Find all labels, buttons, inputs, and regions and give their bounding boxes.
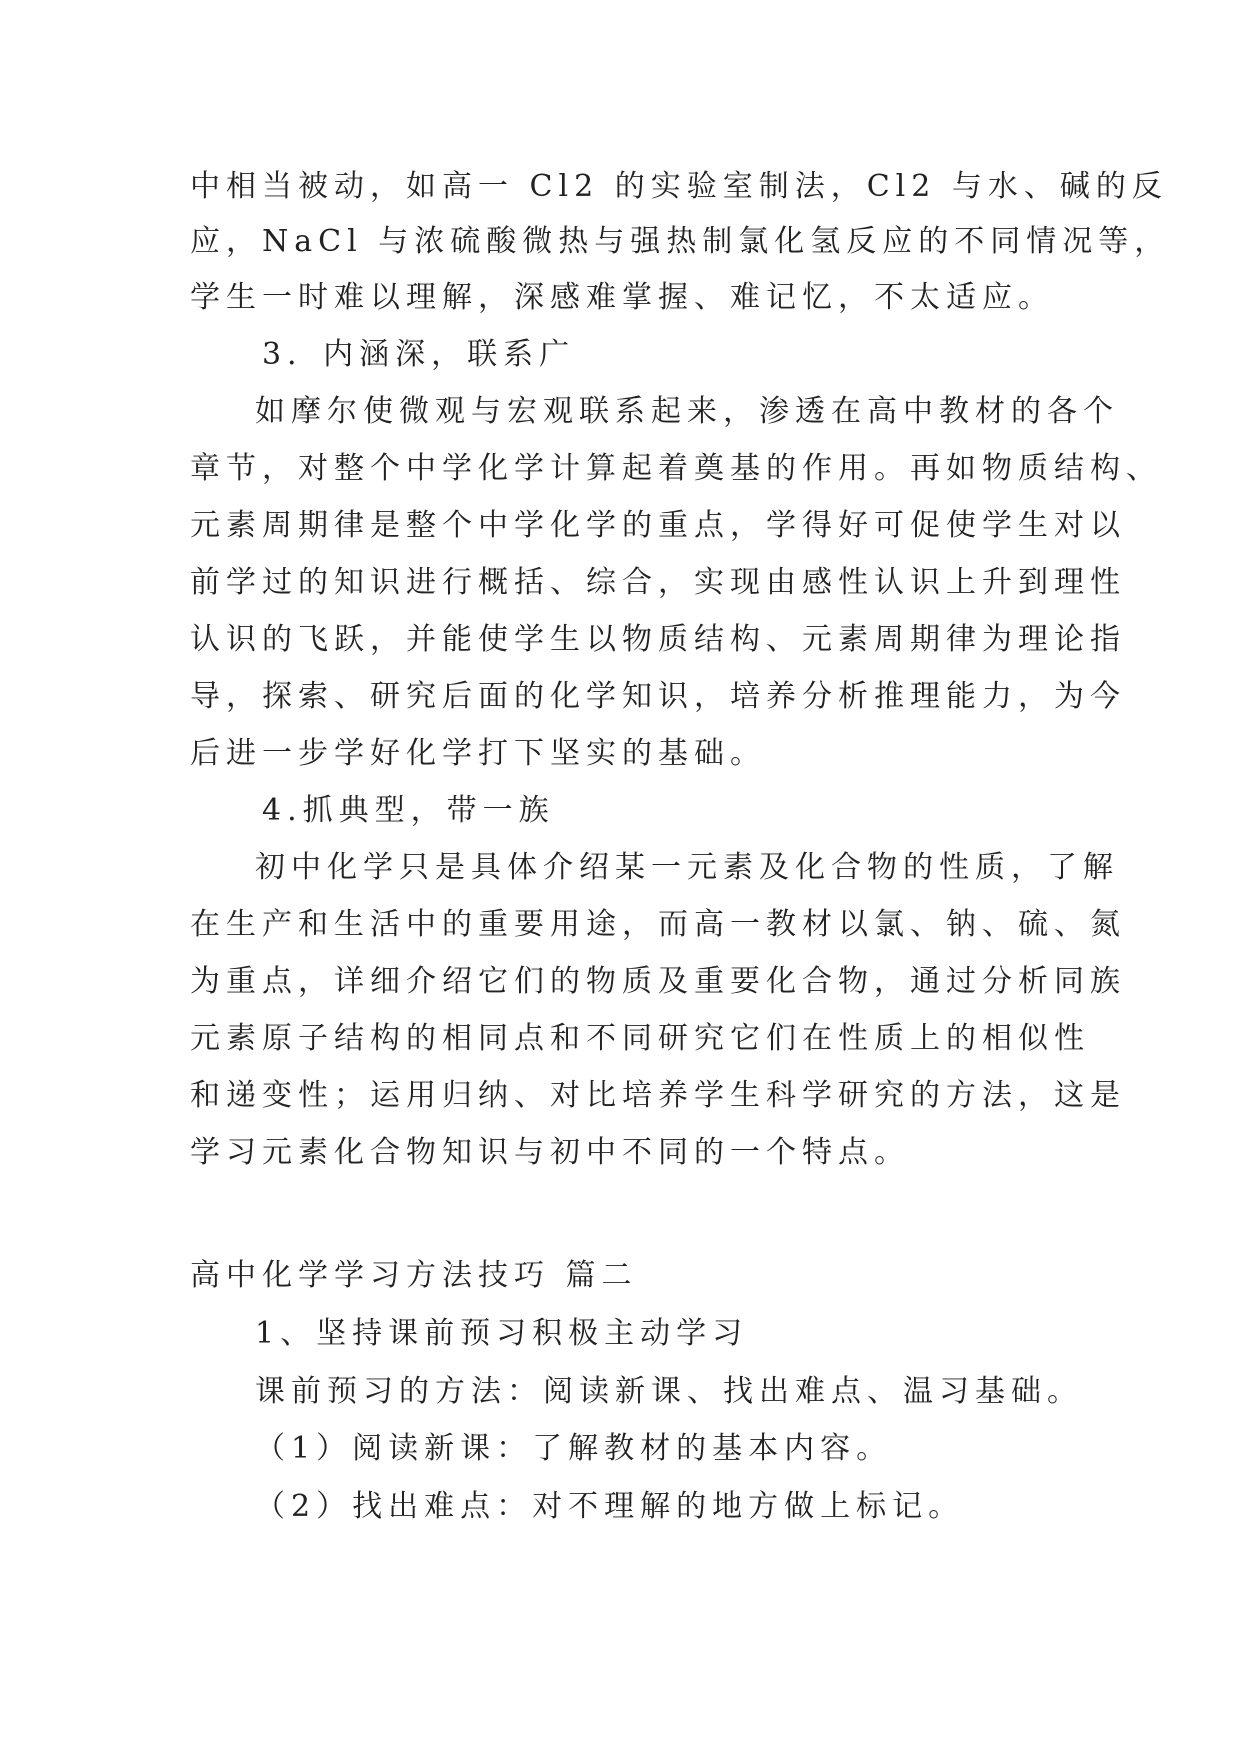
text-line: 和递变性；运用归纳、对比培养学生科学研究的方法，这是 — [190, 1078, 1126, 1113]
text-line: 后进一步学好化学打下坚实的基础。 — [190, 736, 766, 771]
section-heading: 3．内涵深，联系广 — [262, 337, 576, 372]
text-line: 学习元素化合物知识与初中不同的一个特点。 — [190, 1135, 910, 1170]
text-line: 在生产和生活中的重要用途，而高一教材以氯、钠、硫、氮 — [190, 907, 1126, 942]
text-line: 初中化学只是具体介绍某一元素及化合物的性质，了解 — [255, 850, 1119, 885]
text-line: 中相当被动，如高一 Cl2 的实验室制法，Cl2 与水、碱的反 — [190, 169, 1168, 204]
text-line: 为重点，详细介绍它们的物质及重要化合物，通过分析同族 — [190, 964, 1126, 999]
text-line: 学生一时难以理解，深感难掌握、难记忆，不太适应。 — [190, 280, 1054, 315]
section-heading: 1、坚持课前预习积极主动学习 — [255, 1316, 749, 1351]
text-line: 课前预习的方法：阅读新课、找出难点、温习基础。 — [255, 1374, 1083, 1409]
text-line: 如摩尔使微观与宏观联系起来，渗透在高中教材的各个 — [255, 394, 1119, 429]
text-line: 元素周期律是整个中学化学的重点，学得好可促使学生对以 — [190, 508, 1126, 543]
text-line: 应，NaCl 与浓硫酸微热与强热制氯化氢反应的不同情况等， — [190, 224, 1171, 259]
text-line: 前学过的知识进行概括、综合，实现由感性认识上升到理性 — [190, 565, 1126, 600]
section-heading: 4.抓典型，带一族 — [262, 793, 555, 828]
text-line: 元素原子结构的相同点和不同研究它们在性质上的相似性 — [190, 1021, 1090, 1056]
article-heading: 高中化学学习方法技巧 篇二 — [190, 1258, 638, 1293]
text-line: 认识的飞跃，并能使学生以物质结构、元素周期律为理论指 — [190, 622, 1126, 657]
text-line: 章节，对整个中学化学计算起着奠基的作用。再如物质结构、 — [190, 451, 1162, 486]
list-item: （2）找出难点：对不理解的地方做上标记。 — [255, 1489, 965, 1524]
text-line: 导，探索、研究后面的化学知识，培养分析推理能力，为今 — [190, 679, 1126, 714]
list-item: （1）阅读新课：了解教材的基本内容。 — [255, 1431, 893, 1466]
